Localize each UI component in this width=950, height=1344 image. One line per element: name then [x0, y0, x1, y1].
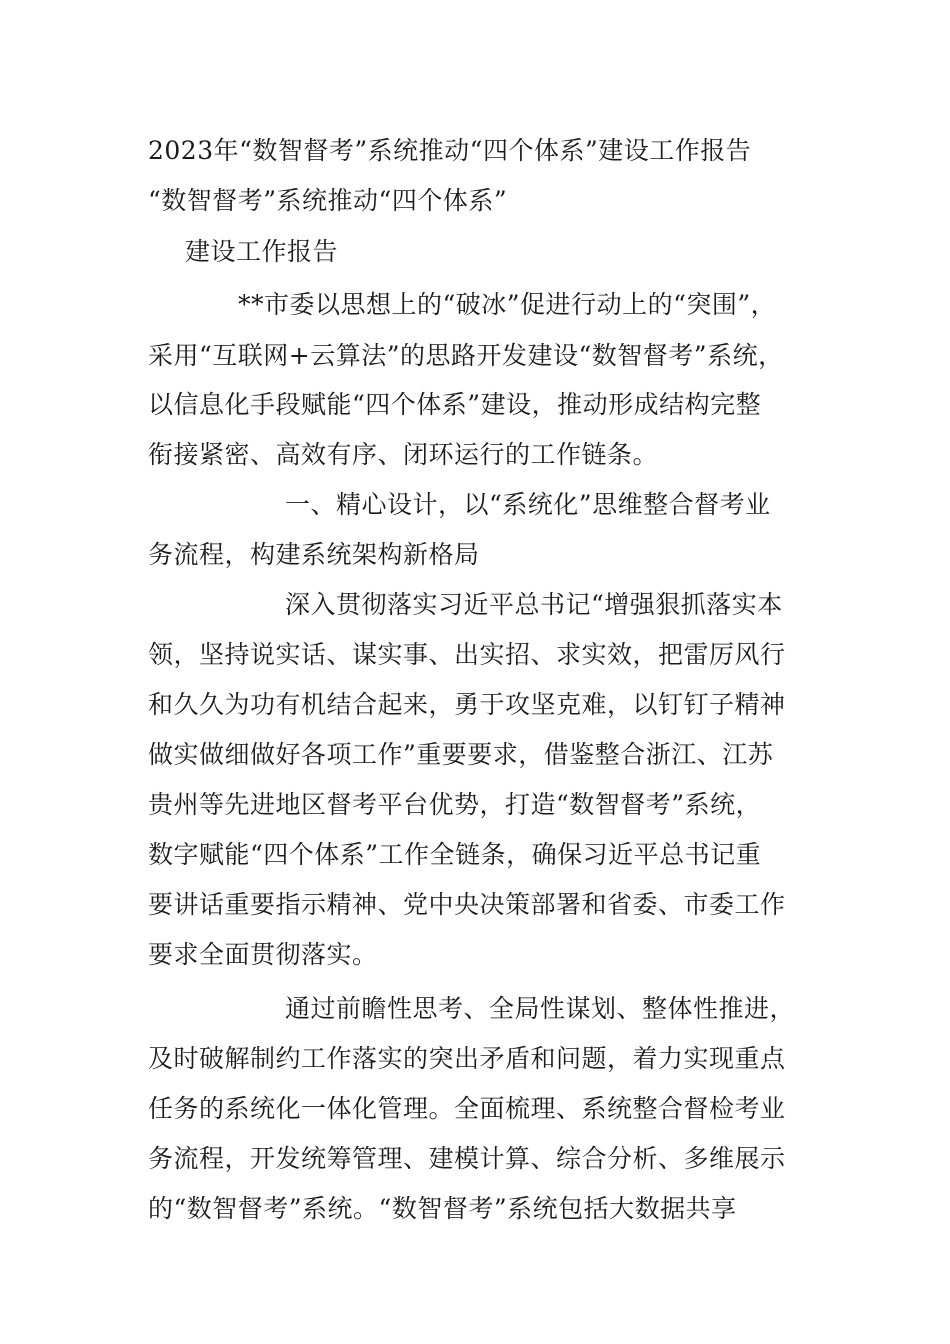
paragraph-1-line: 数字赋能“四个体系”工作全链条，确保习近平总书记重: [148, 840, 762, 869]
intro-line: 采用“互联网+云算法”的思路开发建设“数智督考”系统，: [148, 341, 784, 370]
section-1-heading: 一、精心设计，以“系统化”思维整合督考业: [285, 490, 771, 519]
title-line-1: 2023年“数智督考”系统推动“四个体系”建设工作报告: [148, 136, 752, 165]
intro-line: 衔接紧密、高效有序、闭环运行的工作链条。: [148, 440, 659, 469]
paragraph-2-line: 通过前瞻性思考、全局性谋划、整体性推进，: [285, 994, 796, 1023]
intro-line: **市委以思想上的“破冰”促进行动上的“突围”，: [238, 290, 777, 319]
paragraph-2-line: 及时破解制约工作落实的突出矛盾和问题，着力实现重点: [148, 1044, 786, 1073]
paragraph-1-line: 和久久为功有机结合起来，勇于攻坚克难，以钉钉子精神: [148, 690, 786, 719]
paragraph-2-line: 务流程，开发统筹管理、建模计算、综合分析、多维展示: [148, 1144, 786, 1173]
paragraph-1-line: 做实做细做好各项工作”重要要求，借鉴整合浙江、江苏: [148, 740, 774, 769]
paragraph-1-line: 要讲话重要指示精神、党中央决策部署和省委、市委工作: [148, 890, 786, 919]
intro-line: 以信息化手段赋能“四个体系”建设，推动形成结构完整: [148, 390, 762, 419]
title-line-2: “数智督考”系统推动“四个体系”: [148, 186, 508, 215]
paragraph-2-line: 的“数智督考”系统。“数智督考”系统包括大数据共享: [148, 1194, 737, 1223]
paragraph-2-line: 任务的系统化一体化管理。全面梳理、系统整合督检考业: [148, 1094, 786, 1123]
section-1-heading: 务流程，构建系统架构新格局: [148, 540, 480, 569]
title-line-3: 建设工作报告: [185, 237, 339, 266]
paragraph-1-line: 领，坚持说实话、谋实事、出实招、求实效，把雷厉风行: [148, 640, 786, 669]
paragraph-1-line: 要求全面贯彻落实。: [148, 940, 378, 969]
paragraph-1-line: 贵州等先进地区督考平台优势，打造“数智督考”系统，: [148, 790, 762, 819]
paragraph-1-line: 深入贯彻落实习近平总书记“增强狠抓落实本: [285, 590, 783, 619]
